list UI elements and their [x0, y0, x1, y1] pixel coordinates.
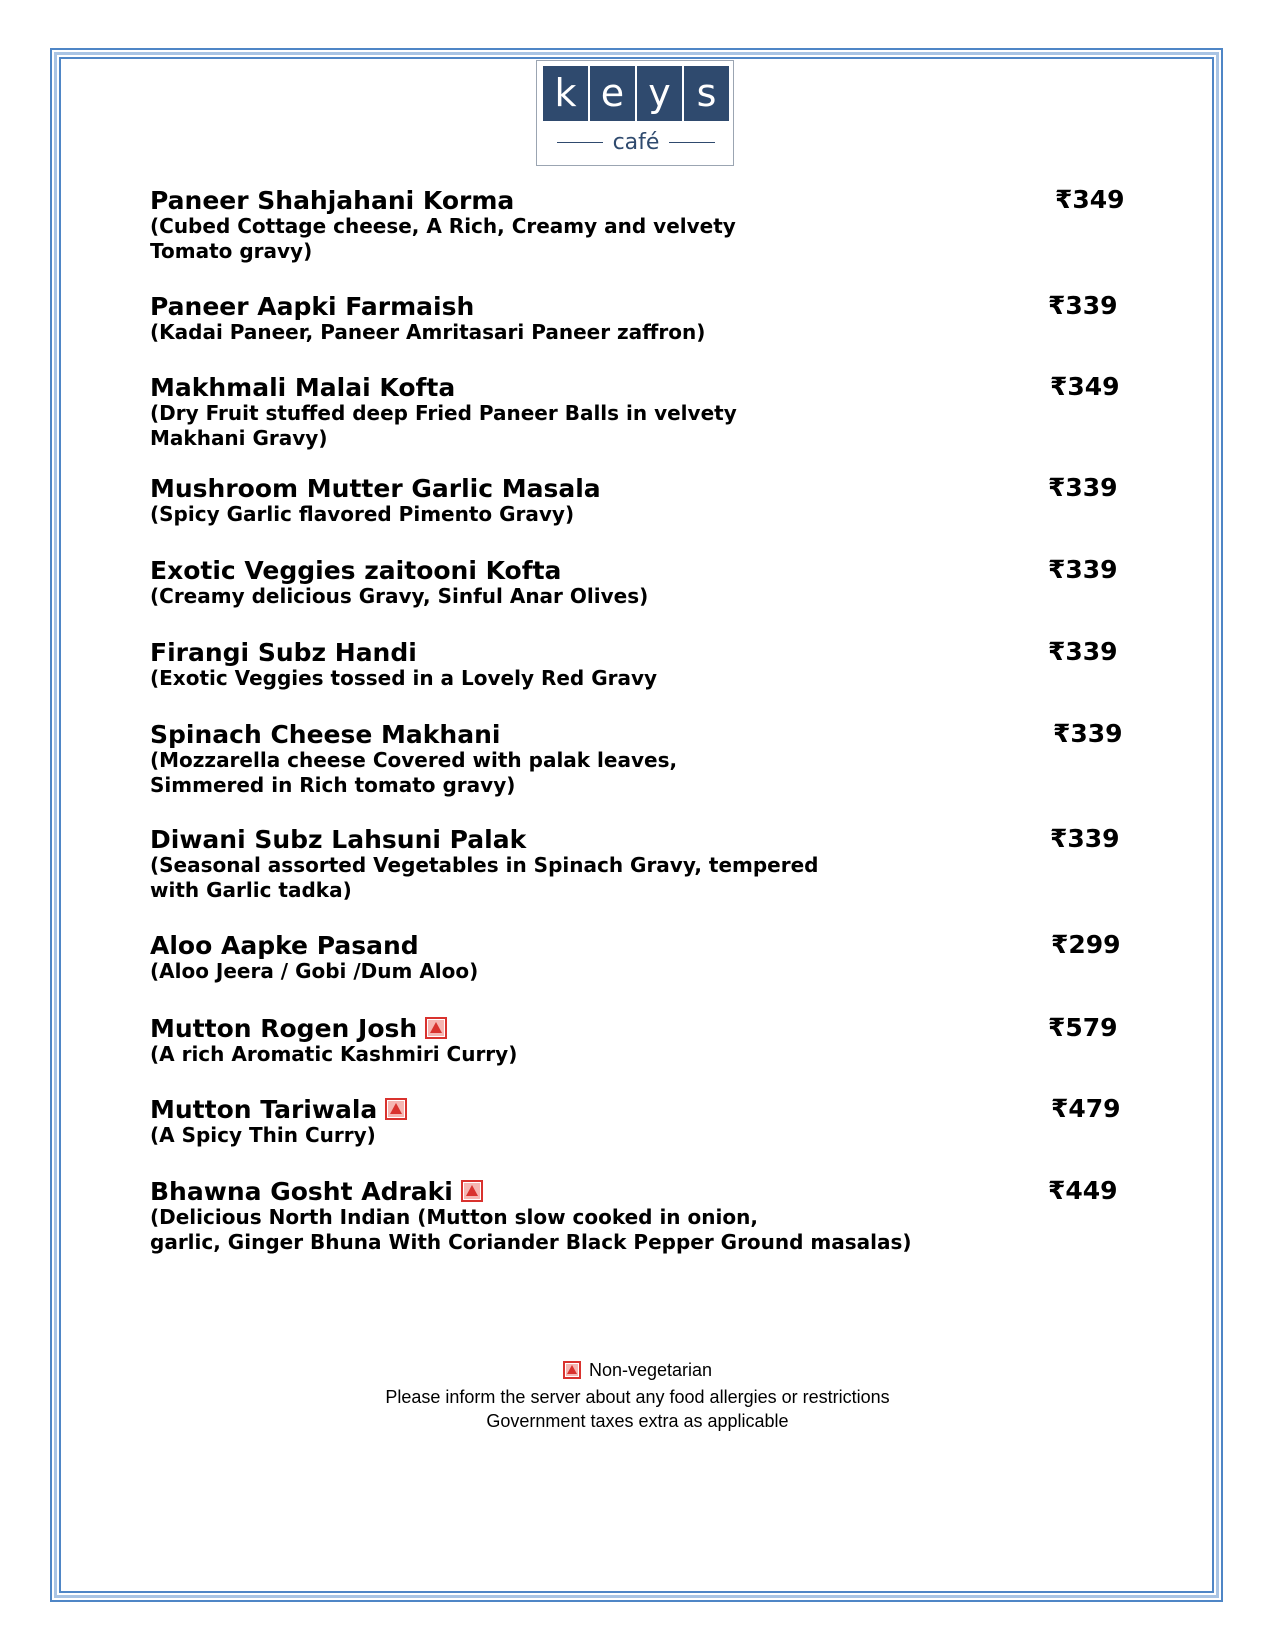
non-veg-legend [563, 1358, 712, 1382]
item-price: ₹349 [1050, 372, 1120, 401]
item-description: (Dry Fruit stuffed deep Fried Paneer Balls in velvety Makhani Gravy) [150, 401, 737, 450]
item-name: Diwani Subz Lahsuni Palak [150, 824, 527, 854]
menu-item [150, 472, 1120, 527]
item-price: ₹339 [1053, 719, 1123, 748]
item-description: (Cubed Cottage cheese, A Rich, Creamy and velvety Tomato gravy) [150, 214, 736, 263]
item-price: ₹339 [1048, 637, 1118, 666]
item-name: Makhmali Malai Kofta [150, 372, 456, 402]
item-description: (A rich Aromatic Kashmiri Curry) [150, 1042, 518, 1066]
non-veg-triangle-icon [385, 1098, 407, 1120]
menu-item [150, 636, 1120, 691]
item-name: Firangi Subz Handi [150, 637, 417, 667]
item-price: ₹339 [1050, 824, 1120, 853]
logo-subtitle: café [612, 129, 660, 155]
item-price: ₹579 [1048, 1013, 1118, 1042]
non-veg-triangle-icon [425, 1017, 447, 1039]
logo-subtitle-row [543, 127, 729, 157]
item-name: Exotic Veggies zaitooni Kofta [150, 555, 562, 585]
menu-item [150, 184, 1125, 264]
item-price: ₹299 [1051, 930, 1121, 959]
menu-item [150, 371, 1120, 451]
item-price: ₹479 [1051, 1094, 1121, 1123]
menu-item [150, 554, 1120, 609]
item-price: ₹349 [1055, 185, 1125, 214]
logo-letter: k [543, 66, 588, 121]
menu-item [150, 718, 1123, 798]
logo-divider [557, 142, 603, 143]
non-veg-triangle-icon [563, 1361, 581, 1379]
item-description: (Mozzarella cheese Covered with palak leaves, Simmered in Rich tomato gravy) [150, 748, 678, 797]
tax-note: Government taxes extra as applicable [486, 1411, 789, 1431]
item-description: (Spicy Garlic flavored Pimento Gravy) [150, 502, 575, 526]
item-description: (A Spicy Thin Curry) [150, 1123, 376, 1147]
legend-label: Non-vegetarian [588, 1360, 713, 1380]
logo-letter: e [590, 66, 635, 121]
item-name: Paneer Aapki Farmaish [150, 291, 475, 321]
item-name: Spinach Cheese Makhani [150, 719, 501, 749]
item-price: ₹339 [1048, 473, 1118, 502]
menu-item [150, 823, 1120, 903]
item-description: (Creamy delicious Gravy, Sinful Anar Olives) [150, 584, 649, 608]
item-description: (Delicious North Indian (Mutton slow cooked in onion, garlic, Ginger Bhuna With Coriander Black Pepper Ground masalas) [150, 1205, 912, 1254]
item-price: ₹339 [1048, 291, 1118, 320]
keys-cafe-logo [536, 60, 734, 166]
item-name: Mushroom Mutter Garlic Masala [150, 473, 601, 503]
item-description: (Seasonal assorted Vegetables in Spinach Gravy, tempered with Garlic tadka) [150, 853, 819, 902]
item-price: ₹449 [1048, 1176, 1118, 1205]
allergy-note: Please inform the server about any food allergies or restrictions [385, 1387, 890, 1407]
item-name: Mutton Tariwala [150, 1094, 378, 1124]
logo-letter: y [637, 66, 682, 121]
item-name: Aloo Aapke Pasand [150, 930, 419, 960]
menu-item [150, 1093, 1120, 1148]
logo-divider [669, 142, 715, 143]
menu-item [150, 1175, 1120, 1255]
item-description: (Aloo Jeera / Gobi /Dum Aloo) [150, 959, 479, 983]
non-veg-triangle-icon [461, 1180, 483, 1202]
item-name: Paneer Shahjahani Korma [150, 185, 515, 215]
menu-item [150, 290, 1120, 345]
item-description: (Kadai Paneer, Paneer Amritasari Paneer zaffron) [150, 320, 706, 344]
item-name: Bhawna Gosht Adraki [150, 1176, 453, 1206]
item-price: ₹339 [1048, 555, 1118, 584]
menu-item [150, 1012, 1120, 1067]
menu-item [150, 929, 1120, 984]
item-name: Mutton Rogen Josh [150, 1013, 418, 1043]
logo-letters [543, 66, 729, 121]
item-description: (Exotic Veggies tossed in a Lovely Red Gravy [150, 666, 658, 690]
menu-footer [0, 1358, 1275, 1433]
logo-letter: s [684, 66, 729, 121]
